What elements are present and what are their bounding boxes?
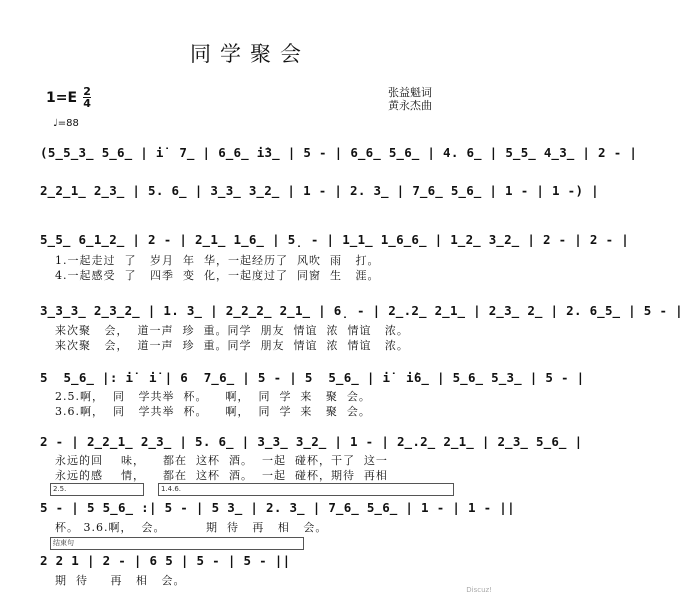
notation-line-8: 2 2 1 | 2 - | 6 5 | 5 - | 5 - || — [40, 553, 291, 568]
notation-line-6: 2 - | 2̲2̲1̲ 2̲3̲ | 5. 6̲ | 3̲3̲ 3̲2̲ | 1 - | 2̲.2̲ 2̲1̲ | 2̲3̲ 5̲6̲ | — [40, 434, 583, 449]
lyric-chorus-1: 来次聚 会， 道一声 珍 重。同学 朋友 情谊 浓 情谊 浓。 — [55, 324, 409, 337]
time-bottom: 4 — [83, 97, 91, 110]
lyricist: 张益魁词 — [388, 86, 432, 99]
notation-line-7: 5 - | 5 5̲6̲ :| 5 - | 5 3̲ | 2. 3̲ | 7̲6̲ 5̲6̲ | 1 - | 1 - || — [40, 500, 515, 515]
composer: 黄永杰曲 — [388, 99, 432, 112]
tempo-marking: ♩=88 — [53, 118, 79, 129]
coda-box: 结束句 — [50, 537, 304, 550]
lyric-bridge-2: 永远的感 情， 都在 这杯 酒。 一起 碰杯，期待 再相 — [55, 469, 388, 482]
lyric-line-4: 4.一起感受 了 四季 变 化，一起度过了 同窗 生 涯。 — [55, 269, 380, 282]
lyric-verse-36: 3.6.啊， 同 学共举 杯。 啊， 同 学 来 聚 会。 — [55, 405, 371, 418]
watermark: Discuz! — [466, 586, 492, 594]
notation-line-2: 2̲2̲1̲ 2̲3̲ | 5. 6̲ | 3̲3̲ 3̲2̲ | 1 - | 2. 3̲ | 7̲6̲ 5̲6̲ | 1 - | 1 -) | — [40, 183, 599, 198]
credits — [388, 86, 432, 112]
time-signature — [83, 86, 91, 109]
time-top: 2 — [83, 85, 91, 98]
lyric-line-1: 1.一起走过 了 岁月 年 华，一起经历了 风吹 雨 打。 — [55, 254, 380, 267]
key-signature — [46, 86, 91, 109]
lyric-bridge-1: 永远的回 味， 都在 这杯 酒。 一起 碰杯，干了 这一 — [55, 454, 388, 467]
notation-line-4: 3̲3̲3̲ 2̲3̲2̲ | 1. 3̲ | 2̲2̲2̲ 2̲1̲ | 6̣ - | 2̲.2̲ 2̲1̲ | 2̲3̲ 2̲ | 2. 6̲5̲ | 5 - | — [40, 303, 683, 318]
notation-line-3: 5̲5̲ 6̲1̲2̲ | 2 - | 2̲1̲ 1̲6̲ | 5̣ - | 1̲1̲ 1̲6̲6̲ | 1̲2̲ 3̲2̲ | 2 - | 2 - | — [40, 232, 630, 247]
lyric-chorus-2: 来次聚 会， 道一声 珍 重。同学 朋友 情谊 浓 情谊 浓。 — [55, 339, 409, 352]
lyric-ending: 杯。 3.6.啊， 会。 期 待 再 相 会。 — [55, 521, 328, 534]
lyric-verse-25: 2.5.啊， 同 学共举 杯。 啊， 同 学 来 聚 会。 — [55, 390, 371, 403]
song-title: 同学聚会 — [190, 42, 310, 66]
key-label: 1=E — [46, 89, 78, 106]
notation-line-5: 5 5̲6̲ |: i̇ i̇ | 6 7̲6̲ | 5 - | 5 5̲6̲ | i̇ i̇6̲ | 5̲6̲ 5̲3̲ | 5 - | — [40, 370, 585, 385]
notation-line-1: (5̲5̲3̲ 5̲6̲ | i̇ 7̲ | 6̲6̲ i̇3̲ | 5 - | 6̲6̲ 5̲6̲ | 4. 6̲ | 5̲5̲ 4̲3̲ | 2 - | — [40, 145, 638, 160]
ending-box-first: 2.5. — [50, 483, 144, 496]
ending-box-second: 1.4.6. — [158, 483, 454, 496]
lyric-coda: 期 待 再 相 会。 — [55, 574, 186, 587]
